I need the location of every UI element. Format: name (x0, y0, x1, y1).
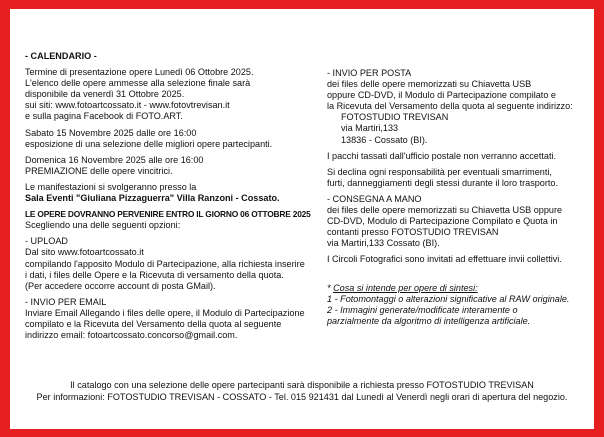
termine-line: disponibile da venerdì 31 Ottobre 2025. (25, 89, 185, 100)
email-line: Inviare Email Allegando i files delle opere, il Modulo di Partecipazione (25, 307, 305, 318)
left-column (25, 51, 315, 341)
address-line: FOTOSTUDIO TREVISAN (341, 112, 449, 123)
mano-block (327, 194, 589, 249)
document-page (10, 9, 594, 429)
venue-name: Sala Eventi "Giuliana Pizzaguerra" Villa Ranzoni - Cossato. (25, 193, 280, 204)
domenica-block (25, 155, 315, 177)
footer-info-line: Per informazioni: FOTOSTUDIO TREVISAN - COSSATO - Tel. 015 921431 dal Lunedì al Venerdì negli orari di apertura del negozio. (36, 391, 568, 402)
sabato-line: Sabato 15 Novembre 2025 dalle ore 16:00 (25, 127, 197, 138)
deadline-heading: LE OPERE DOVRANNO PERVENIRE ENTRO IL GIORNO 06 OTTOBRE 2025 (25, 209, 311, 220)
right-column (327, 68, 589, 327)
venue-block (25, 182, 315, 204)
posta-line: oppure CD-DVD, il Modulo di Partecipazione compilato e (327, 90, 556, 101)
address-line: 13836 - Cossato (BI). (341, 134, 428, 145)
sintesi-line: 1 - Fotomontaggi o alterazioni significative al RAW originale. (327, 293, 570, 304)
email-address-line: indirizzo email: fotoartcossato.concorso@gmail.com. (25, 330, 238, 341)
sintesi-title-line: * Cosa si intende per opere di sintesi: (327, 282, 478, 293)
domenica-line: Domenica 16 Novembre 2025 alle ore 16:00 (25, 154, 204, 165)
address-line: via Martiri,133 (341, 123, 399, 134)
sintesi-title: Cosa si intende per opere di sintesi: (333, 282, 478, 293)
email-title: - INVIO PER EMAIL (25, 296, 107, 307)
upload-line: i dati, i files delle Opere e la Ricevuta di versamento della quota. (25, 269, 284, 280)
responsabilita-block (327, 167, 589, 189)
termine-block (25, 67, 315, 122)
email-line: compilato e la Ricevuta del Versamento della quota al seguente (25, 318, 282, 329)
termine-line: Termine di presentazione opere Lunedì 06 Ottobre 2025. (25, 67, 254, 78)
mano-line: contanti presso FOTOSTUDIO TREVISAN (327, 227, 499, 238)
options-intro: Scegliendo una delle seguenti opzioni: (25, 220, 181, 231)
upload-title: - UPLOAD (25, 236, 68, 247)
sintesi-line: 2 - Immagini generate/modificate interamente o (327, 304, 518, 315)
mano-line: dei files delle opere memorizzati su Chiavetta USB oppure (327, 205, 563, 216)
termine-line: e sulla pagina Facebook di FOTO.ART. (25, 111, 183, 122)
venue-intro: Le manifestazioni si svolgeranno presso la (25, 181, 197, 192)
upload-line: (Per accedere occorre account di posta GMail). (25, 280, 216, 291)
circoli-note: I Circoli Fotografici sono invitati ad effettuare invii collettivi. (327, 254, 562, 265)
sintesi-block (327, 283, 589, 327)
pacchi-note: I pacchi tassati dall'ufficio postale non verranno accettati. (327, 150, 557, 161)
deadline-block (25, 209, 315, 231)
posta-line: dei files delle opere memorizzati su Chiavetta USB (327, 79, 532, 90)
calendario-title: - CALENDARIO - (25, 51, 97, 61)
email-block (25, 297, 315, 341)
domenica-line: PREMIAZIONE delle opere vincitrici. (25, 165, 173, 176)
mano-line: via Martiri,133 Cossato (BI). (327, 238, 440, 249)
footer (10, 380, 594, 403)
postal-address (327, 112, 589, 145)
footer-catalog-line: Il catalogo con una selezione delle opere partecipanti sarà disponibile a richiesta presso FOTOSTUDIO TREVISAN (70, 380, 534, 390)
termine-websites: sui siti: www.fotoartcossato.it - www.fotovtrevisan.it (25, 100, 230, 111)
posta-title: - INVIO PER POSTA (327, 68, 412, 78)
posta-line: la Ricevuta del Versamento della quota al seguente indirizzo: (327, 101, 573, 112)
termine-line: L'elenco delle opere ammesse alla selezione finale sarà (25, 78, 251, 89)
posta-block (327, 68, 589, 146)
sabato-block (25, 128, 315, 150)
upload-line: compilando l'apposito Modulo di Partecipazione, alla richiesta inserire (25, 258, 305, 269)
upload-line: Dal sito www.fotoartcossato.it (25, 247, 144, 258)
responsabilita-line: furti, danneggiamenti degli stessi durante il loro trasporto. (327, 177, 559, 188)
upload-block (25, 236, 315, 291)
sabato-line: esposizione di una selezione delle migliori opere partecipanti. (25, 138, 273, 149)
responsabilita-line: Si declina ogni responsabilità per eventuali smarrimenti, (327, 166, 552, 177)
sintesi-line: parzialmente da algoritmo di intelligenza artificiale. (327, 315, 531, 326)
mano-line: CD-DVD, Modulo di Partecipazione Compilato e Quota in (327, 216, 558, 227)
mano-title: - CONSEGNA A MANO (327, 193, 422, 204)
